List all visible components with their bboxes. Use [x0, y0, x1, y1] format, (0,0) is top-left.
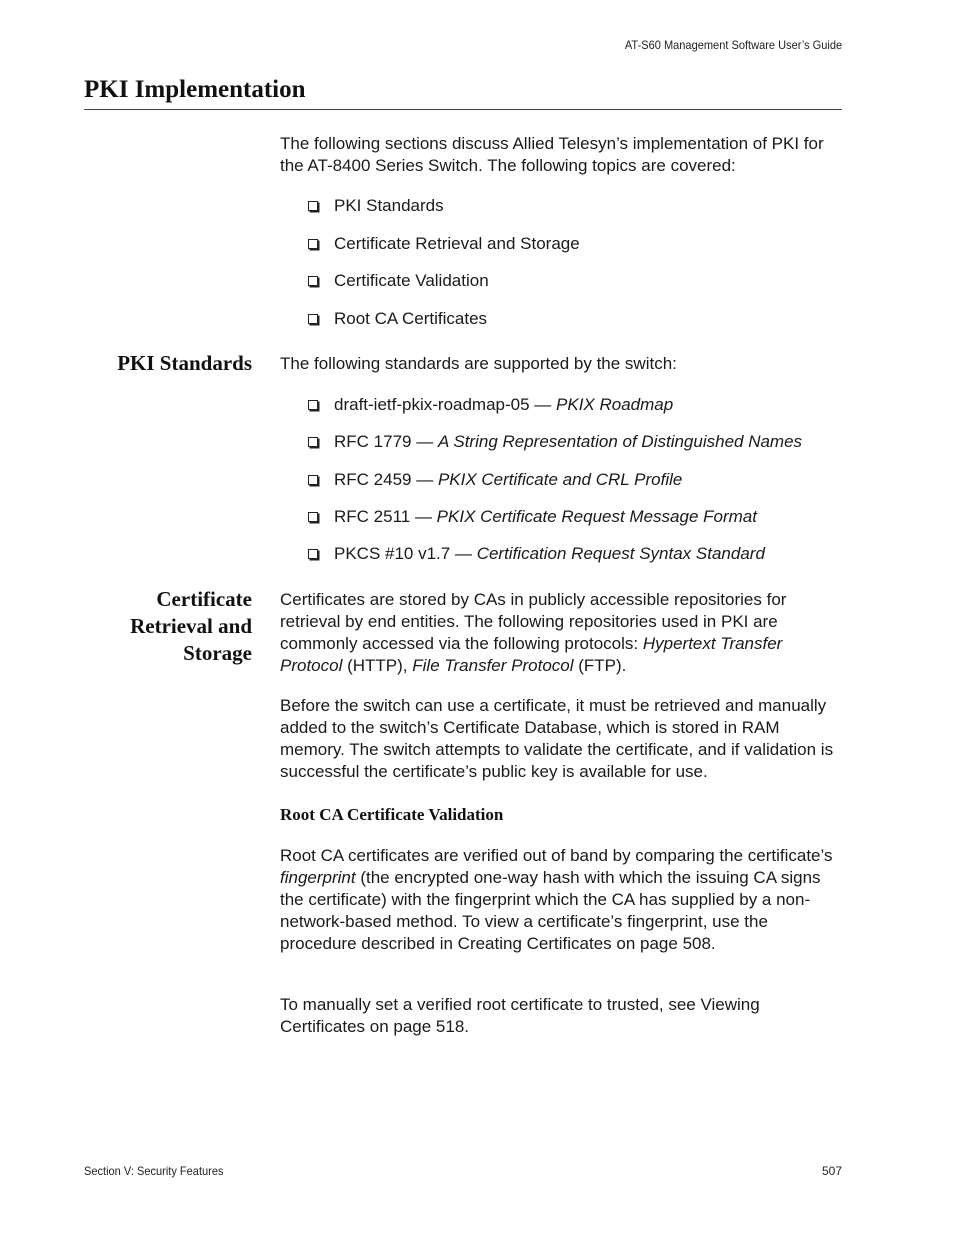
footer-section-label: Section V: Security Features [84, 1164, 224, 1178]
trusted-root-paragraph: To manually set a verified root certificate to trusted, see Viewing Certificates on page 518. [280, 995, 760, 1036]
standard-item: RFC 2511 — PKIX Certificate Request Message Format [308, 506, 757, 528]
checkbox-bullet-icon [308, 437, 318, 447]
checkbox-bullet-icon [308, 549, 318, 559]
running-header: AT-S60 Management Software User’s Guide [624, 38, 842, 52]
footer-page-number: 507 [821, 1164, 842, 1178]
checkbox-bullet-icon [308, 314, 318, 324]
topic-item: PKI Standards [308, 195, 444, 217]
checkbox-bullet-icon [308, 400, 318, 410]
standard-item: RFC 1779 — A String Representation of Distinguished Names [308, 431, 802, 453]
root-ca-paragraph: Root CA certificates are verified out of band by comparing the certificate’s fingerprint (the encrypted one-way hash with which the issuing CA signs the certificate) with the fingerprint which the CA has supplied by a non-network-based method. To view a certificate’s fingerprint, use the procedure described in Creating Certificates on page 508. [280, 846, 833, 953]
checkbox-bullet-icon [308, 475, 318, 485]
cert-retrieval-paragraph-2: Before the switch can use a certificate, it must be retrieved and manually added to the switch’s Certificate Database, which is stored in RAM memory. The switch attempts to validate the certificate, and if validation is successful the certificate’s public key is available for use. [280, 696, 834, 781]
topic-item: Certificate Retrieval and Storage [308, 233, 580, 255]
pki-standards-heading: PKI Standards [117, 351, 252, 375]
intro-paragraph: The following sections discuss Allied Telesyn’s implementation of PKI for the AT-8400 Series Switch. The following topics are covered: [280, 134, 824, 175]
checkbox-bullet-icon [308, 512, 318, 522]
cert-retrieval-paragraph-1: Certificates are stored by CAs in publicly accessible repositories for retrieval by end entities. The following repositories used in PKI are commonly accessed via the following protocols: Hypertext Transfer Protocol (HTTP), File Transfer Protocol (FTP). [280, 590, 787, 675]
checkbox-bullet-icon [308, 276, 318, 286]
standard-item: PKCS #10 v1.7 — Certification Request Syntax Standard [308, 543, 765, 565]
title-rule [84, 109, 842, 110]
standard-item: draft-ietf-pkix-roadmap-05 — PKIX Roadmap [308, 394, 673, 416]
section-title: PKI Implementation [84, 76, 306, 103]
root-ca-validation-subheading: Root CA Certificate Validation [280, 805, 504, 824]
checkbox-bullet-icon [308, 201, 318, 211]
standard-item: RFC 2459 — PKIX Certificate and CRL Profile [308, 469, 682, 491]
topic-item: Root CA Certificates [308, 308, 487, 330]
topic-item: Certificate Validation [308, 270, 489, 292]
pki-standards-intro: The following standards are supported by the switch: [280, 354, 677, 373]
cert-retrieval-heading: Certificate Retrieval and Storage [130, 587, 252, 665]
checkbox-bullet-icon [308, 239, 318, 249]
